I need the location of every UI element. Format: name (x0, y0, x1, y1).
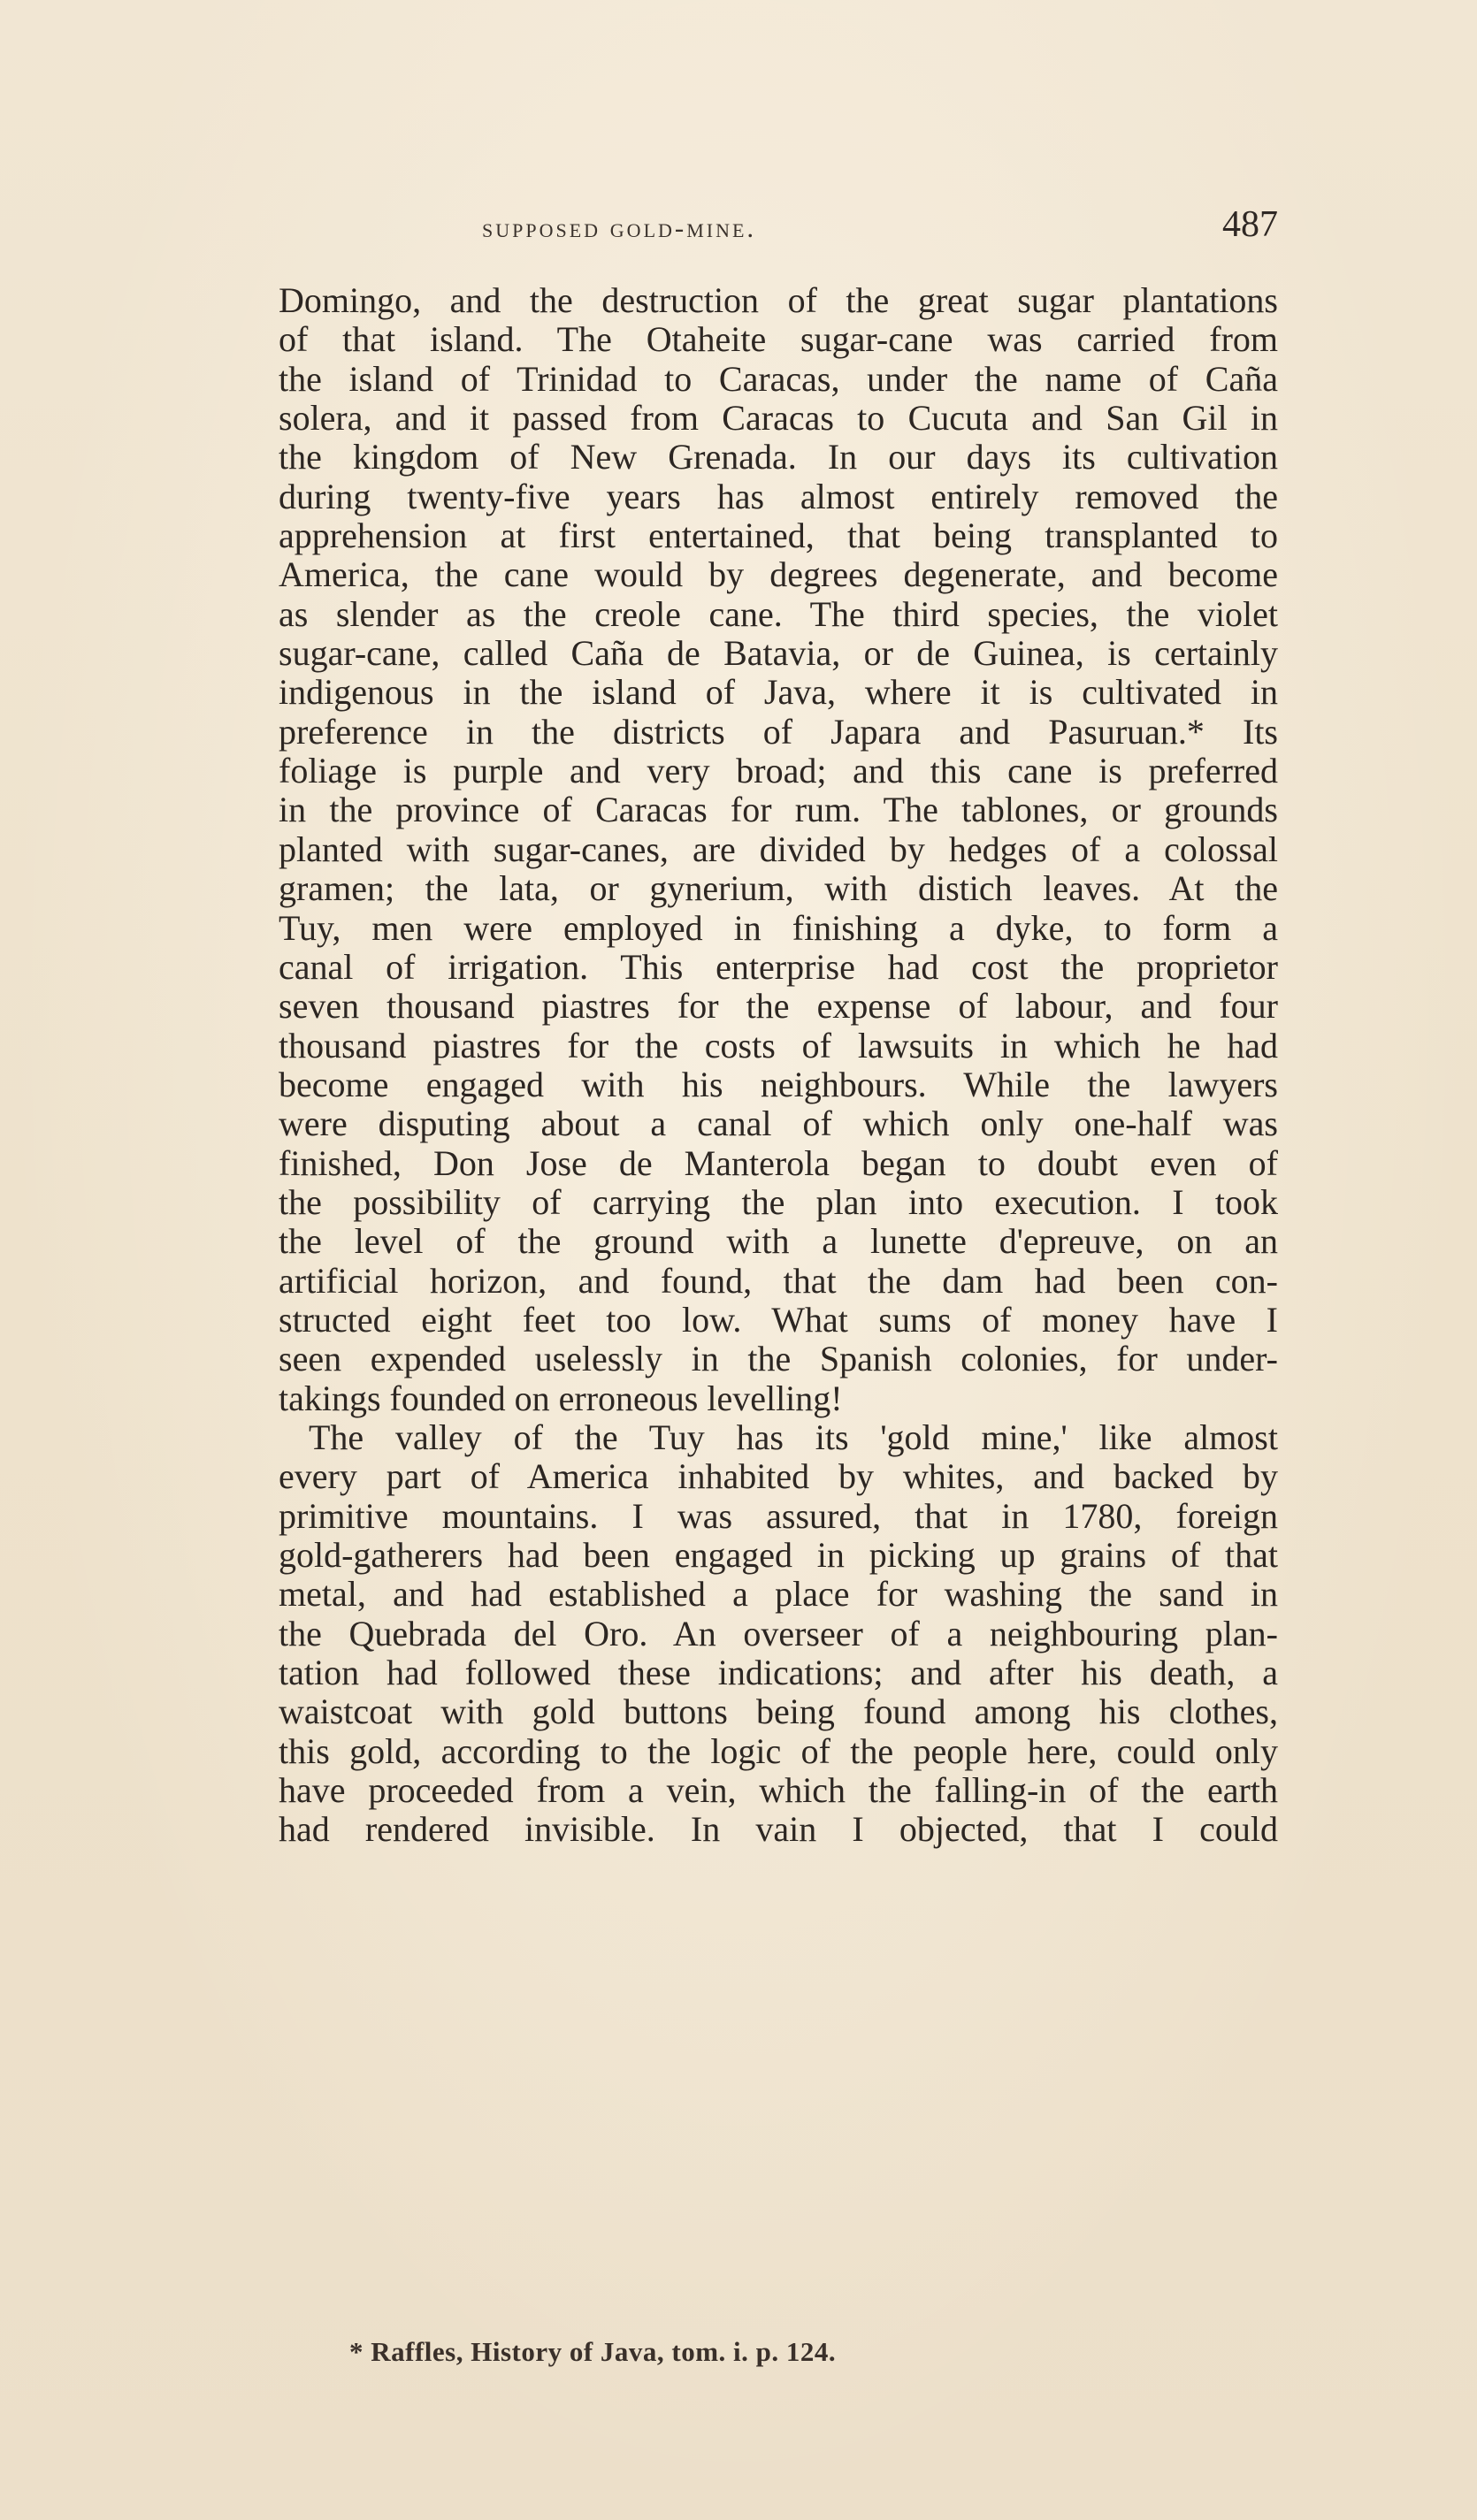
text-line: were disputing about a canal of which only one-half was (279, 1103, 1278, 1144)
text-line: the level of the ground with a lunette d'epreuve, on an (279, 1221, 1278, 1262)
text-line: seven thousand piastres for the expense of labour, and four (279, 986, 1278, 1027)
text-line: during twenty-five years has almost entirely removed the (279, 476, 1278, 516)
running-head (279, 203, 1278, 256)
text-line: Domingo, and the destruction of the great sugar plantations (279, 280, 1278, 320)
text-line: waistcoat with gold buttons being found among his clothes, (279, 1691, 1278, 1732)
text-line: canal of irrigation. This enterprise had cost the proprietor (279, 946, 1278, 987)
text-line: planted with sugar-canes, are divided by hedges of a colossal (279, 829, 1278, 869)
text-line: the Quebrada del Oro. An overseer of a neighbouring plan- (279, 1613, 1278, 1653)
text-line: of that island. The Otaheite sugar-cane was carried from (279, 319, 1278, 360)
text-line: in the province of Caracas for rum. The tablones, or grounds (279, 790, 1278, 830)
text-line: preference in the districts of Japara and Pasuruan.* Its (279, 711, 1278, 752)
text-line: foliage is purple and very broad; and this cane is preferred (279, 751, 1278, 791)
text-line: this gold, according to the logic of the people here, could only (279, 1730, 1278, 1771)
text-line: The valley of the Tuy has its 'gold mine,' like almost (309, 1417, 1278, 1457)
text-line: structed eight feet too low. What sums of money have I (279, 1299, 1278, 1340)
running-title: supposed gold-mine. (482, 212, 757, 243)
text-line: Tuy, men were employed in finishing a dyke, to form a (279, 907, 1278, 948)
text-line: tation had followed these indications; and after his death, a (279, 1653, 1278, 1693)
text-line: thousand piastres for the costs of lawsuits in which he had (279, 1025, 1278, 1065)
text-line: have proceeded from a vein, which the falling-in of the earth (279, 1770, 1278, 1811)
body-text (279, 281, 1278, 1850)
text-line: every part of America inhabited by whites, and backed by (279, 1456, 1278, 1497)
text-line: artificial horizon, and found, that the dam had been con- (279, 1260, 1278, 1301)
text-line: gold-gatherers had been engaged in picking up grains of that (279, 1535, 1278, 1575)
text-line: primitive mountains. I was assured, that in 1780, foreign (279, 1495, 1278, 1536)
text-line: gramen; the lata, or gynerium, with distich leaves. At the (279, 868, 1278, 909)
text-line: the kingdom of New Grenada. In our days its cultivation (279, 437, 1278, 477)
text-line: the island of Trinidad to Caracas, under the name of Caña (279, 358, 1278, 399)
text-line: had rendered invisible. In vain I objected, that I could (279, 1809, 1278, 1850)
text-line: seen expended uselessly in the Spanish colonies, for under- (279, 1339, 1278, 1379)
text-line: takings founded on erroneous levelling! (279, 1378, 843, 1418)
text-line: indigenous in the island of Java, where it is cultivated in (279, 672, 1278, 713)
text-line: as slender as the creole cane. The third species, the violet (279, 593, 1278, 634)
text-line: become engaged with his neighbours. While the lawyers (279, 1064, 1278, 1104)
text-line: the possibility of carrying the plan into execution. I took (279, 1181, 1278, 1222)
text-line: solera, and it passed from Caracas to Cucuta and San Gil in (279, 398, 1278, 439)
text-line: metal, and had established a place for washing the sand in (279, 1574, 1278, 1615)
text-line: finished, Don Jose de Manterola began to doubt even of (279, 1142, 1278, 1183)
footnote: * Raffles, History of Java, tom. i. p. 124. (349, 2336, 837, 2367)
text-line: America, the cane would by degrees degenerate, and become (279, 554, 1278, 595)
text-line: sugar-cane, called Caña de Batavia, or de Guinea, is certainly (279, 633, 1278, 674)
page-number: 487 (1222, 204, 1278, 245)
text-line: apprehension at first entertained, that being transplanted to (279, 515, 1278, 556)
